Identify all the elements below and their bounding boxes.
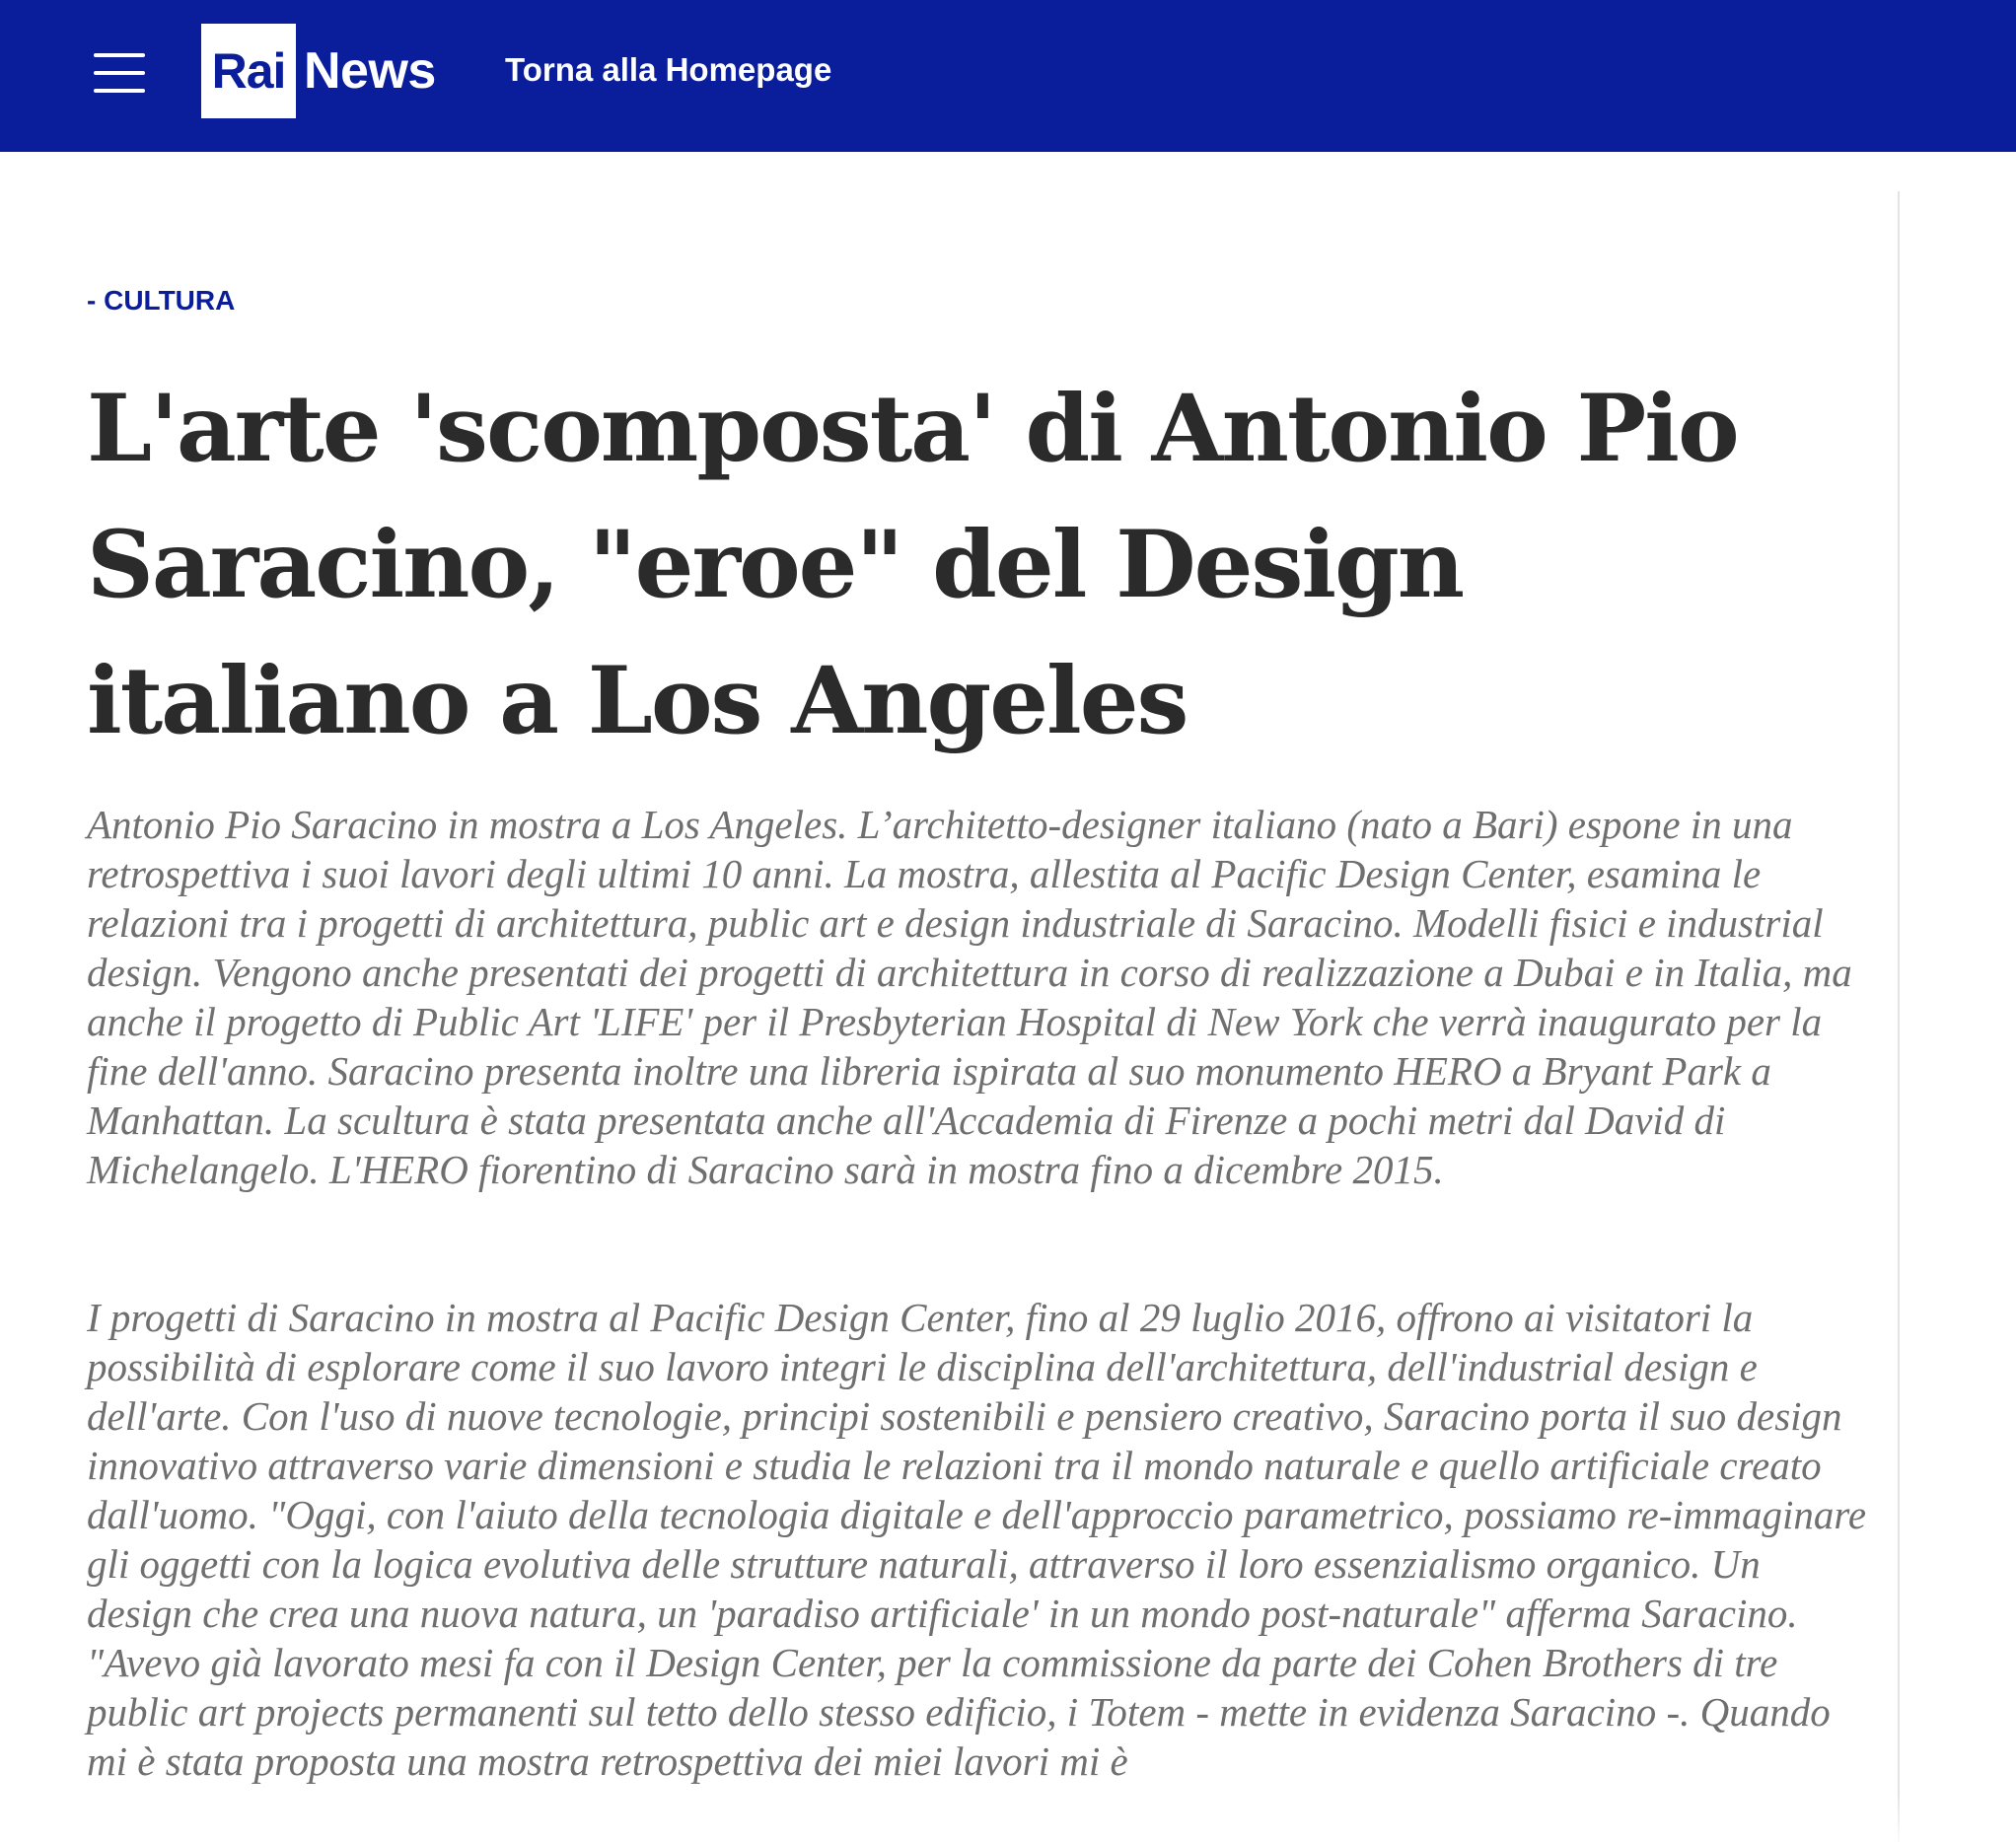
rainews-logo[interactable]: [201, 24, 436, 118]
sidebar-divider: [1898, 191, 1900, 1842]
article-paragraph: Antonio Pio Saracino in mostra a Los Angeles. L’architetto-designer italiano (nato a Bari) espone in una retrospettiva i suoi lavori degli ultimi 10 anni. La mostra, allestita al Pacific Design Center, esamina le relazioni tra i progetti di architettura, public art e design industriale di Saracino. Modelli fisici e industrial design. Vengono anche presentati dei progetti di architettura in corso di realizzazione a Dubai e in Italia, ma anche il progetto di Public Art 'LIFE' per il Presbyterian Hospital di New York che verrà inaugurato per la fine dell'anno. Saracino presenta inoltre una libreria ispirata al suo monumento HERO a Bryant Park a Manhattan. La scultura è stata presentata anche all'Accademia di Firenze a pochi metri dal David di Michelangelo. L'HERO fiorentino di Saracino sarà in mostra fino a dicembre 2015.: [87, 802, 1852, 1192]
menu-line: [94, 71, 145, 75]
article-paragraph: I progetti di Saracino in mostra al Pacific Design Center, fino al 29 luglio 2016, offrono ai visitatori la possibilità di esplorare come il suo lavoro integri le disciplina dell'architettura, dell'industrial design e dell'arte. Con l'uso di nuove tecnologie, principi sostenibili e pensiero creativo, Saracino porta il suo design innovativo attraverso varie dimensioni e studia le relazioni tra il mondo naturale e quello artificiale creato dall'uomo. "Oggi, con l'aiuto della tecnologia digitale e dell'approccio parametrico, possiamo re-immaginare gli oggetti con la logica evolutiva delle strutture naturali, attraverso il loro essenzialismo organico. Un design che crea una nuova natura, un 'paradiso artificiale' in un mondo post-naturale" afferma Saracino. "Avevo già lavorato mesi fa con il Design Center, per la commissione da parte dei Cohen Brothers di tre public art projects permanenti sul tetto dello stesso edificio, i Totem - mette in evidenza Saracino -. Quando mi è stata proposta una mostra retrospettiva dei miei lavori mi è: [87, 1295, 1867, 1784]
hamburger-menu-icon[interactable]: [91, 51, 148, 95]
logo-news: News: [304, 42, 436, 100]
menu-line: [94, 53, 145, 57]
site-header: [0, 0, 2016, 152]
bottom-fade: [0, 1793, 2016, 1842]
logo-rai: Rai: [201, 24, 296, 118]
article-title: L'arte 'scomposta' di Antonio Pio Saracino, "eroe" del Design italiano a Los Angeles: [87, 375, 1738, 755]
menu-line: [94, 89, 145, 93]
section-label[interactable]: - CULTURA: [87, 285, 236, 316]
homepage-link[interactable]: Torna alla Homepage: [505, 51, 832, 88]
